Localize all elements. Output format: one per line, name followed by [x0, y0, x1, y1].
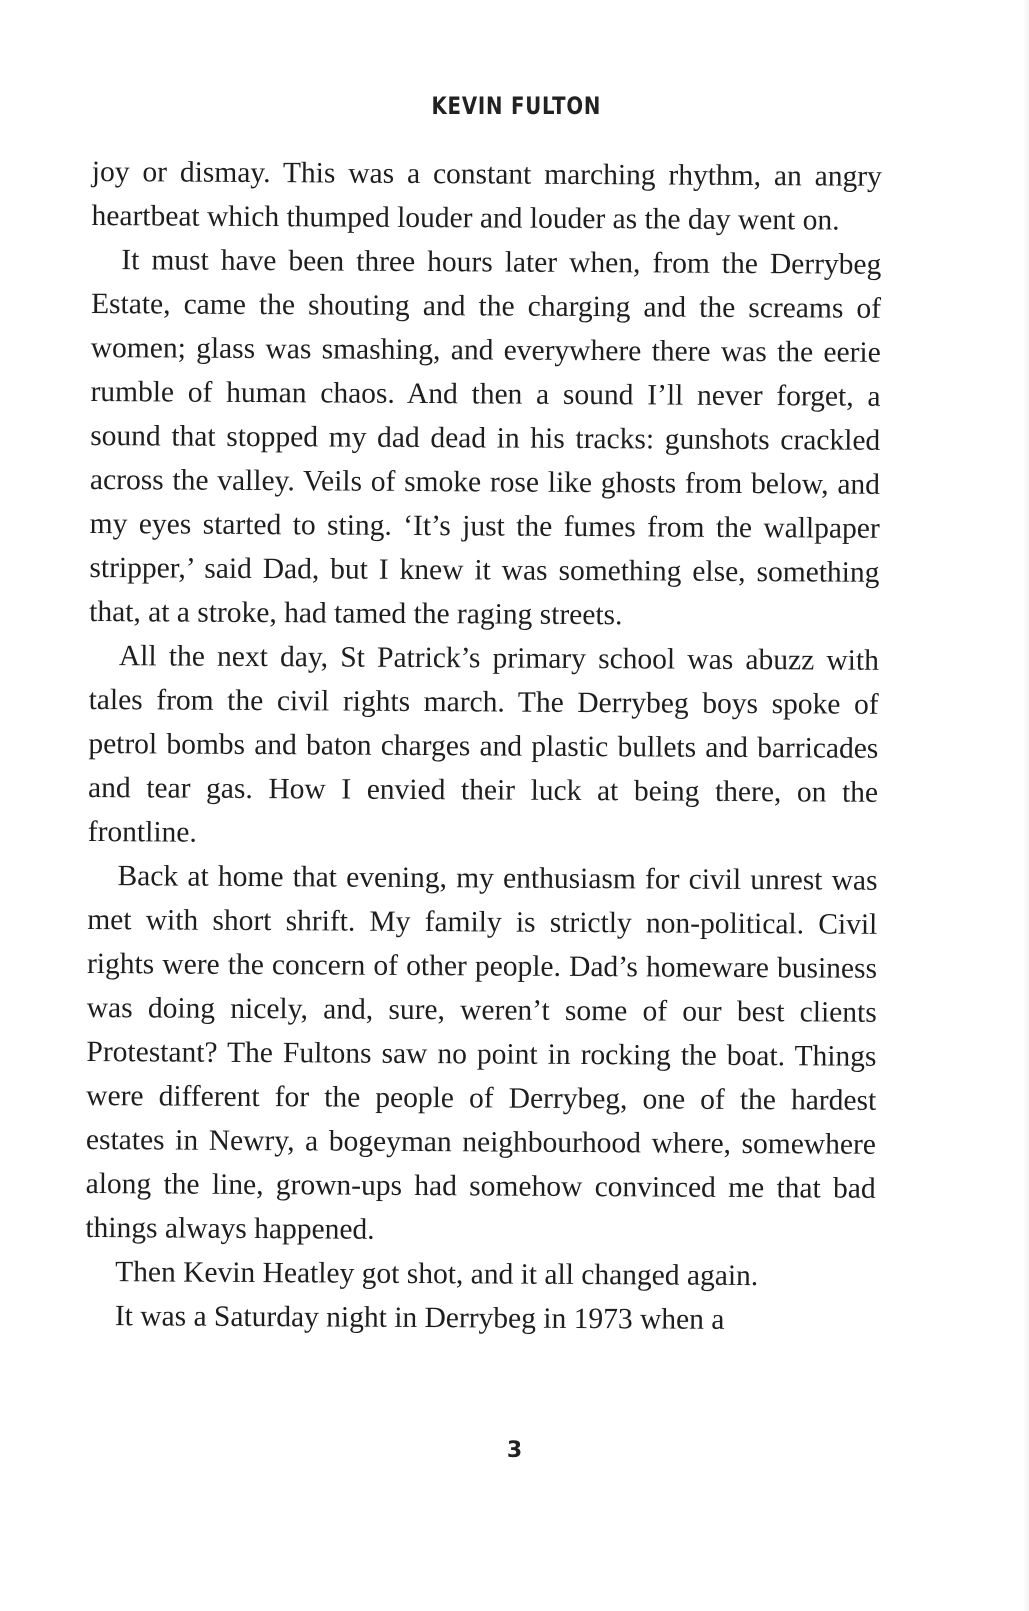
page-edge [1023, 0, 1029, 1611]
body-text [85, 150, 882, 1343]
paragraph: It must have been three hours later when, from the Derrybeg Estate, came the shouting and the charging and the screams of women; glass was smashing, and everywhere there was the eerie rumble of human chaos. And then a sound I’ll never forget, a sound that stopped my dad dead in his tracks: gunshots crackled across the valley. Veils of smoke rose like ghosts from below, and my eyes started to sting. ‘It’s just the fumes from the wallpaper stripper,’ said Dad, but I knew it was something else, something that, at a stroke, had tamed the raging streets. [89, 244, 882, 632]
running-head: KEVIN FULTON [431, 92, 602, 120]
paragraph: Then Kevin Heatley got shot, and it all changed again. [115, 1256, 759, 1293]
paragraph: Back at home that evening, my enthusiasm for civil unrest was met with short shrift. My family is strictly non-political. Civil rights were the concern of other people. Dad’s homeware business was doing nicely, and, sure, weren’t some of our best clients Protestant? The Fultons saw no point in rocking the boat. Things were different for the people of Derrybeg, one of the hardest estates in Newry, a bogeyman neighbourhood where, somewhere along the line, grown-ups had somehow convinced me that bad things always happened. [85, 860, 878, 1246]
paragraph-continued: joy or dismay. This was a constant marching rhythm, an angry heartbeat which thumped louder and louder as the day went on. [91, 155, 882, 237]
paragraph: All the next day, St Patrick’s primary school was abuzz with tales from the civil rights march. The Derrybeg boys spoke of petrol bombs and baton charges and plastic bullets and barricades and tear gas. How I envied their luck at being there, on the frontline. [87, 640, 879, 849]
paragraph: It was a Saturday night in Derrybeg in 1973 when a [114, 1300, 725, 1336]
page-number: 3 [506, 1438, 523, 1463]
